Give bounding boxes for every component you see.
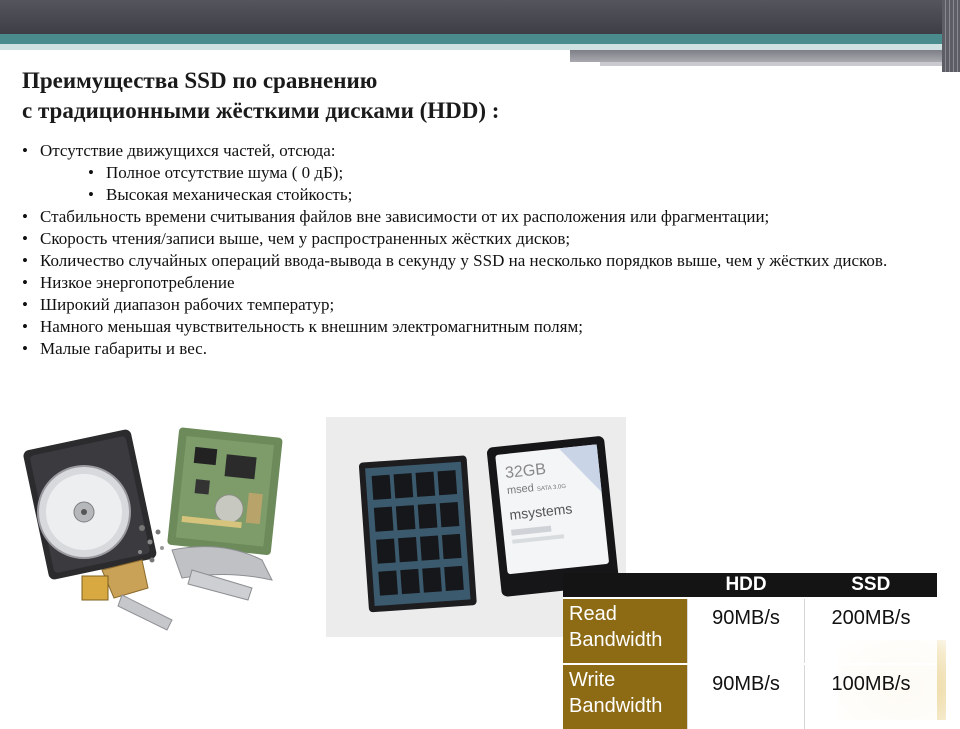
table-header-row (563, 573, 937, 598)
write-hdd-value: 90MB/s (688, 664, 805, 729)
title-line-1: Преимущества SSD по сравнению (22, 68, 378, 93)
table-header-blank (563, 573, 688, 598)
list-item: • Скорость чтения/записи выше, чем у распространенных жёстких дисков; (22, 228, 932, 250)
ssd-capacity-label: 32GB (504, 460, 547, 483)
table-row (563, 664, 937, 729)
top-bar (0, 0, 960, 34)
list-item: • Стабильность времени считывания файлов вне зависимости от их расположения или фрагментации; (22, 206, 932, 228)
sub-list (40, 162, 932, 206)
read-ssd-value: 200MB/s (805, 598, 937, 664)
read-hdd-value: 90MB/s (688, 598, 805, 664)
hdd-disassembled-photo (22, 420, 304, 642)
bandwidth-table (563, 573, 937, 729)
list-item: • Малые габариты и вес. (22, 338, 932, 360)
slide-title (22, 66, 722, 126)
write-ssd-value: 100MB/s (805, 664, 937, 729)
table-header-ssd: SSD (805, 573, 937, 598)
list-item: • Высокая механическая стойкость; (88, 184, 932, 206)
row-label-write: Write Bandwidth (563, 664, 688, 729)
list-item: • Количество случайных операций ввода-вывода в секунду у SSD на несколько порядков выше, чем у жёстких дисков. (22, 250, 932, 272)
decor-line (570, 50, 946, 62)
table-row (563, 598, 937, 664)
list-item: • Отсутствие движущихся частей, отсюда: • Полное отсутствие шума ( 0 дБ); • Высокая механическая стойкость; (22, 140, 932, 206)
list-item: • Намного меньшая чувствительность к внешним электромагнитным полям; (22, 316, 932, 338)
teal-band (0, 34, 960, 44)
list-item: • Полное отсутствие шума ( 0 дБ); (88, 162, 932, 184)
ssd-model-label: msed (506, 482, 535, 497)
decor-edge (942, 0, 960, 72)
advantages-list (22, 140, 932, 360)
title-line-2: с традиционными жёсткими дисками (HDD) : (22, 98, 500, 123)
ssd-brand-label: msystems (508, 500, 574, 523)
list-item: • Низкое энергопотребление (22, 272, 932, 294)
table-header-hdd: HDD (688, 573, 805, 598)
list-item: • Широкий диапазон рабочих температур; (22, 294, 932, 316)
ssd-interface-label: SATA 3.0G (536, 483, 567, 493)
row-label-read: Read Bandwidth (563, 598, 688, 664)
